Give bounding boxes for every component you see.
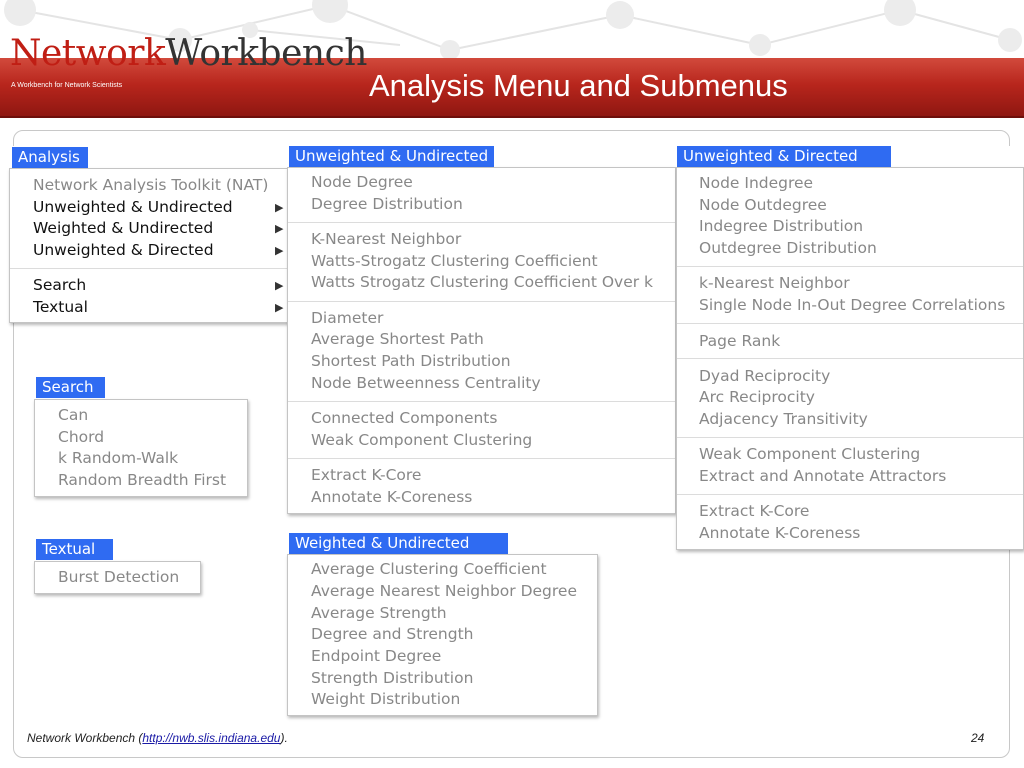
menu-item-outdegree-distribution[interactable]: Outdegree Distribution [699, 239, 877, 257]
menu-separator [288, 301, 675, 302]
menu-item-node-degree[interactable]: Node Degree [311, 173, 413, 191]
footer-link[interactable]: http://nwb.slis.indiana.edu [142, 731, 281, 745]
menu-item-arc-reciprocity[interactable]: Arc Reciprocity [699, 388, 815, 406]
logo-network-text: Network [10, 33, 166, 74]
menu-item-average-shortest-path[interactable]: Average Shortest Path [311, 330, 484, 348]
submenu-arrow-icon: ▶ [275, 222, 284, 235]
menu-item-average-clustering-coefficient[interactable]: Average Clustering Coefficient [311, 560, 547, 578]
submenu-arrow-icon: ▶ [275, 201, 284, 214]
menu-separator [10, 268, 291, 269]
menu-item-random-breadth-first[interactable]: Random Breadth First [58, 471, 227, 489]
footer-prefix: Network Workbench ( [27, 731, 143, 745]
menu-item-watts-strogatz-over-k[interactable]: Watts Strogatz Clustering Coefficient Over k [311, 273, 654, 291]
menu-separator [677, 437, 1023, 438]
slide-title: Analysis Menu and Submenus [369, 68, 788, 103]
menu-title-search[interactable]: Search [36, 377, 105, 398]
menu-separator [677, 494, 1023, 495]
menu-item-can[interactable]: Can [58, 406, 89, 424]
menu-item-nat[interactable]: Network Analysis Toolkit (NAT) [33, 176, 269, 194]
menu-item-k-random-walk[interactable]: k Random-Walk [58, 449, 179, 467]
menu-item-search[interactable]: Search [33, 276, 87, 294]
menu-item-k-nearest-neighbor-directed[interactable]: k-Nearest Neighbor [699, 274, 850, 292]
unweighted-undirected-menu [287, 167, 676, 514]
menu-item-annotate-k-coreness[interactable]: Annotate K-Coreness [311, 488, 473, 506]
submenu-arrow-icon: ▶ [275, 244, 284, 257]
menu-separator [288, 458, 675, 459]
logo [10, 34, 367, 74]
weighted-undirected-menu [287, 554, 598, 716]
menu-separator [288, 222, 675, 223]
menu-item-k-nearest-neighbor[interactable]: K-Nearest Neighbor [311, 230, 462, 248]
menu-item-shortest-path-distribution[interactable]: Shortest Path Distribution [311, 352, 511, 370]
menu-title-textual[interactable]: Textual [36, 539, 113, 560]
submenu-arrow-icon: ▶ [275, 301, 284, 314]
menu-item-unweighted-undirected[interactable]: Unweighted & Undirected [33, 198, 233, 216]
menu-item-node-indegree[interactable]: Node Indegree [699, 174, 814, 192]
menu-item-chord[interactable]: Chord [58, 428, 105, 446]
menu-separator [677, 323, 1023, 324]
menu-separator [677, 358, 1023, 359]
menu-item-strength-distribution[interactable]: Strength Distribution [311, 669, 474, 687]
menu-item-weight-distribution[interactable]: Weight Distribution [311, 690, 461, 708]
menu-title-weighted-undirected[interactable]: Weighted & Undirected [289, 533, 508, 554]
menu-separator [677, 266, 1023, 267]
menu-item-average-nearest-neighbor-degree[interactable]: Average Nearest Neighbor Degree [311, 582, 577, 600]
menu-item-degree-distribution[interactable]: Degree Distribution [311, 195, 463, 213]
menu-item-indegree-distribution[interactable]: Indegree Distribution [699, 217, 864, 235]
menu-item-extract-k-core[interactable]: Extract K-Core [311, 466, 422, 484]
menu-item-extract-k-core-directed[interactable]: Extract K-Core [699, 502, 810, 520]
page-number: 24 [971, 731, 985, 745]
footer-suffix: ). [280, 731, 288, 745]
menu-item-burst-detection[interactable]: Burst Detection [58, 568, 180, 586]
menu-title-unweighted-directed[interactable]: Unweighted & Directed [677, 146, 891, 167]
search-menu [34, 399, 248, 497]
footer-credit [27, 731, 288, 745]
menu-item-unweighted-directed[interactable]: Unweighted & Directed [33, 241, 214, 259]
logo-workbench-text: Workbench [165, 33, 367, 74]
menu-title-analysis[interactable]: Analysis [12, 147, 88, 168]
menu-title-unweighted-undirected[interactable]: Unweighted & Undirected [289, 146, 494, 167]
menu-separator [288, 401, 675, 402]
submenu-arrow-icon: ▶ [275, 279, 284, 292]
analysis-menu [9, 168, 292, 323]
menu-item-textual[interactable]: Textual [33, 298, 88, 316]
menu-item-watts-strogatz-clustering[interactable]: Watts-Strogatz Clustering Coefficient [311, 252, 598, 270]
menu-item-connected-components[interactable]: Connected Components [311, 409, 498, 427]
menu-item-degree-and-strength[interactable]: Degree and Strength [311, 625, 474, 643]
menu-item-endpoint-degree[interactable]: Endpoint Degree [311, 647, 442, 665]
textual-menu [34, 561, 201, 594]
menu-item-annotate-k-coreness-directed[interactable]: Annotate K-Coreness [699, 524, 861, 542]
menu-item-adjacency-transitivity[interactable]: Adjacency Transitivity [699, 410, 868, 428]
logo-tagline: A Workbench for Network Scientists [11, 82, 123, 89]
menu-item-weighted-undirected[interactable]: Weighted & Undirected [33, 219, 214, 237]
menu-item-diameter[interactable]: Diameter [311, 309, 384, 327]
unweighted-directed-menu [676, 167, 1024, 550]
menu-item-single-node-in-out-degree[interactable]: Single Node In-Out Degree Correlations [699, 296, 1006, 314]
menu-item-average-strength[interactable]: Average Strength [311, 604, 447, 622]
menu-item-page-rank[interactable]: Page Rank [699, 332, 781, 350]
menu-item-extract-annotate-attractors[interactable]: Extract and Annotate Attractors [699, 467, 947, 485]
menu-item-dyad-reciprocity[interactable]: Dyad Reciprocity [699, 367, 831, 385]
menu-item-weak-component-clustering-directed[interactable]: Weak Component Clustering [699, 445, 921, 463]
menu-item-node-betweenness-centrality[interactable]: Node Betweenness Centrality [311, 374, 541, 392]
menu-item-node-outdegree[interactable]: Node Outdegree [699, 196, 827, 214]
menu-item-weak-component-clustering[interactable]: Weak Component Clustering [311, 431, 533, 449]
